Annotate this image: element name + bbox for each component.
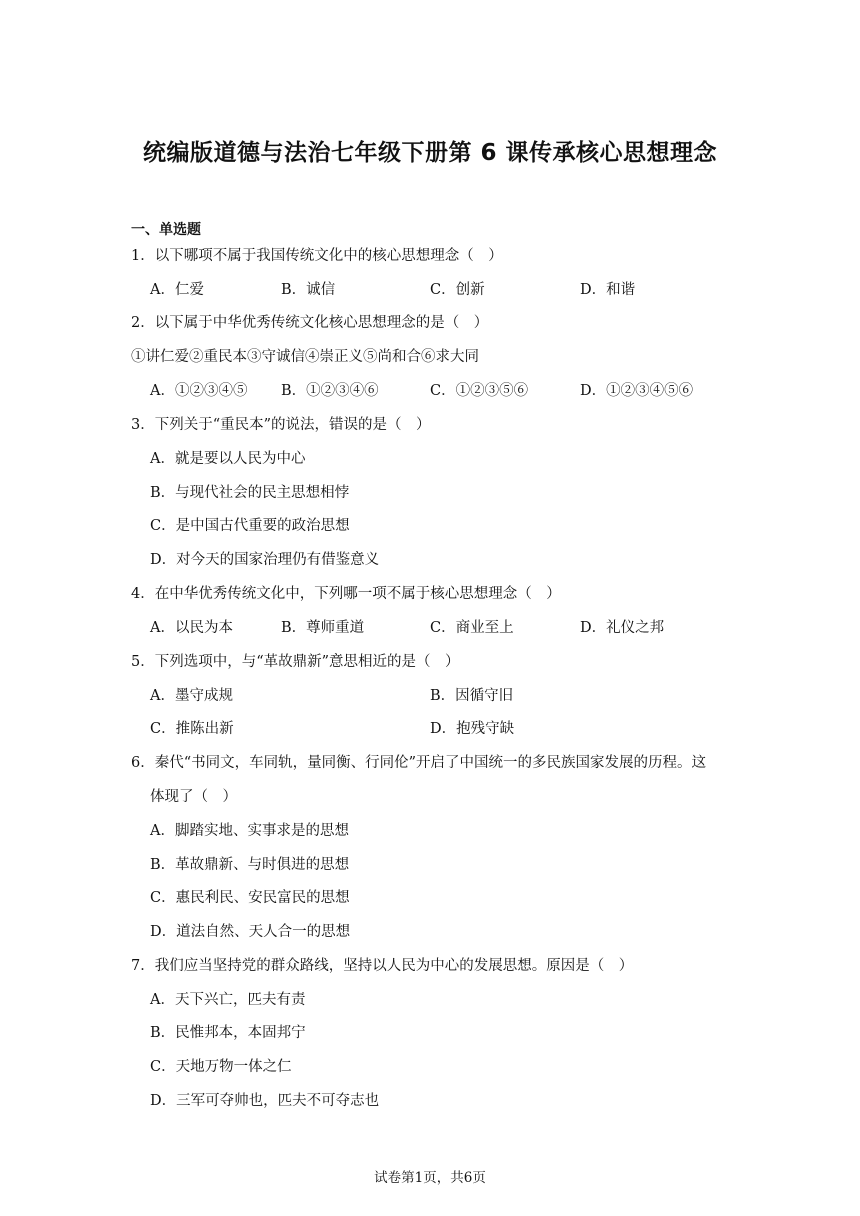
q1-option-d: D．和谐 [580, 282, 636, 298]
question-2-stem: 2．以下属于中华优秀传统文化核心思想理念的是（ ） [131, 315, 489, 331]
q4-option-a: A．以民为本 [150, 620, 233, 636]
q5-option-c: C．推陈出新 [150, 721, 234, 737]
q5-option-a: A．墨守成规 [150, 688, 233, 704]
q3-option-a: A．就是要以人民为中心 [150, 451, 306, 467]
q1-option-b: B．诚信 [281, 282, 336, 298]
question-5-stem: 5．下列选项中，与“革故鼎新”意思相近的是（ ） [131, 654, 460, 670]
q7-option-c: C．天地万物一体之仁 [150, 1059, 292, 1075]
question-2-items: ①讲仁爱②重民本③守诚信④崇正义⑤尚和合⑥求大同 [131, 349, 479, 365]
q4-option-d: D．礼仪之邦 [580, 620, 665, 636]
q2-option-d: D．①②③④⑤⑥ [580, 383, 694, 399]
question-4-stem: 4．在中华优秀传统文化中，下列哪一项不属于核心思想理念（ ） [131, 586, 561, 602]
q3-option-c: C．是中国古代重要的政治思想 [150, 518, 350, 534]
q2-option-b: B．①②③④⑥ [281, 383, 379, 399]
q3-option-b: B．与现代社会的民主思想相悖 [150, 485, 350, 501]
q4-option-c: C．商业至上 [430, 620, 514, 636]
q4-option-b: B．尊师重道 [281, 620, 365, 636]
q7-option-d: D．三军可夺帅也，匹夫不可夺志也 [150, 1093, 380, 1109]
q6-option-a: A．脚踏实地、实事求是的思想 [150, 823, 349, 839]
section-heading: 一、单选题 [131, 222, 201, 238]
q5-option-b: B．因循守旧 [430, 688, 514, 704]
question-3-stem: 3．下列关于“重民本”的说法，错误的是（ ） [131, 417, 431, 433]
question-7-stem: 7．我们应当坚持党的群众路线，坚持以人民为中心的发展思想。原因是（ ） [131, 958, 634, 974]
question-1-stem: 1．以下哪项不属于我国传统文化中的核心思想理念（ ） [131, 248, 503, 264]
page-title: 统编版道德与法治七年级下册第 6 课传承核心思想理念 [142, 140, 718, 166]
q5-option-d: D．抱残守缺 [430, 721, 515, 737]
q6-option-b: B．革故鼎新、与时俱进的思想 [150, 857, 350, 873]
q1-option-c: C．创新 [430, 282, 485, 298]
q6-option-d: D．道法自然、天人合一的思想 [150, 924, 351, 940]
q7-option-b: B．民惟邦本，本固邦宁 [150, 1025, 306, 1041]
q7-option-a: A．天下兴亡，匹夫有责 [150, 992, 306, 1008]
q1-option-a: A．仁爱 [150, 282, 204, 298]
page-footer: 试卷第1页，共6页 [374, 1170, 486, 1186]
question-6-stem-cont: 体现了（ ） [150, 789, 237, 805]
q3-option-d: D．对今天的国家治理仍有借鉴意义 [150, 552, 380, 568]
q2-option-c: C．①②③⑤⑥ [430, 383, 529, 399]
q6-option-c: C．惠民利民、安民富民的思想 [150, 890, 350, 906]
question-6-stem: 6．秦代“书同文，车同轨，量同衡、行同伦”开启了中国统一的多民族国家发展的历程。这 [131, 755, 707, 771]
q2-option-a: A．①②③④⑤ [150, 383, 248, 399]
